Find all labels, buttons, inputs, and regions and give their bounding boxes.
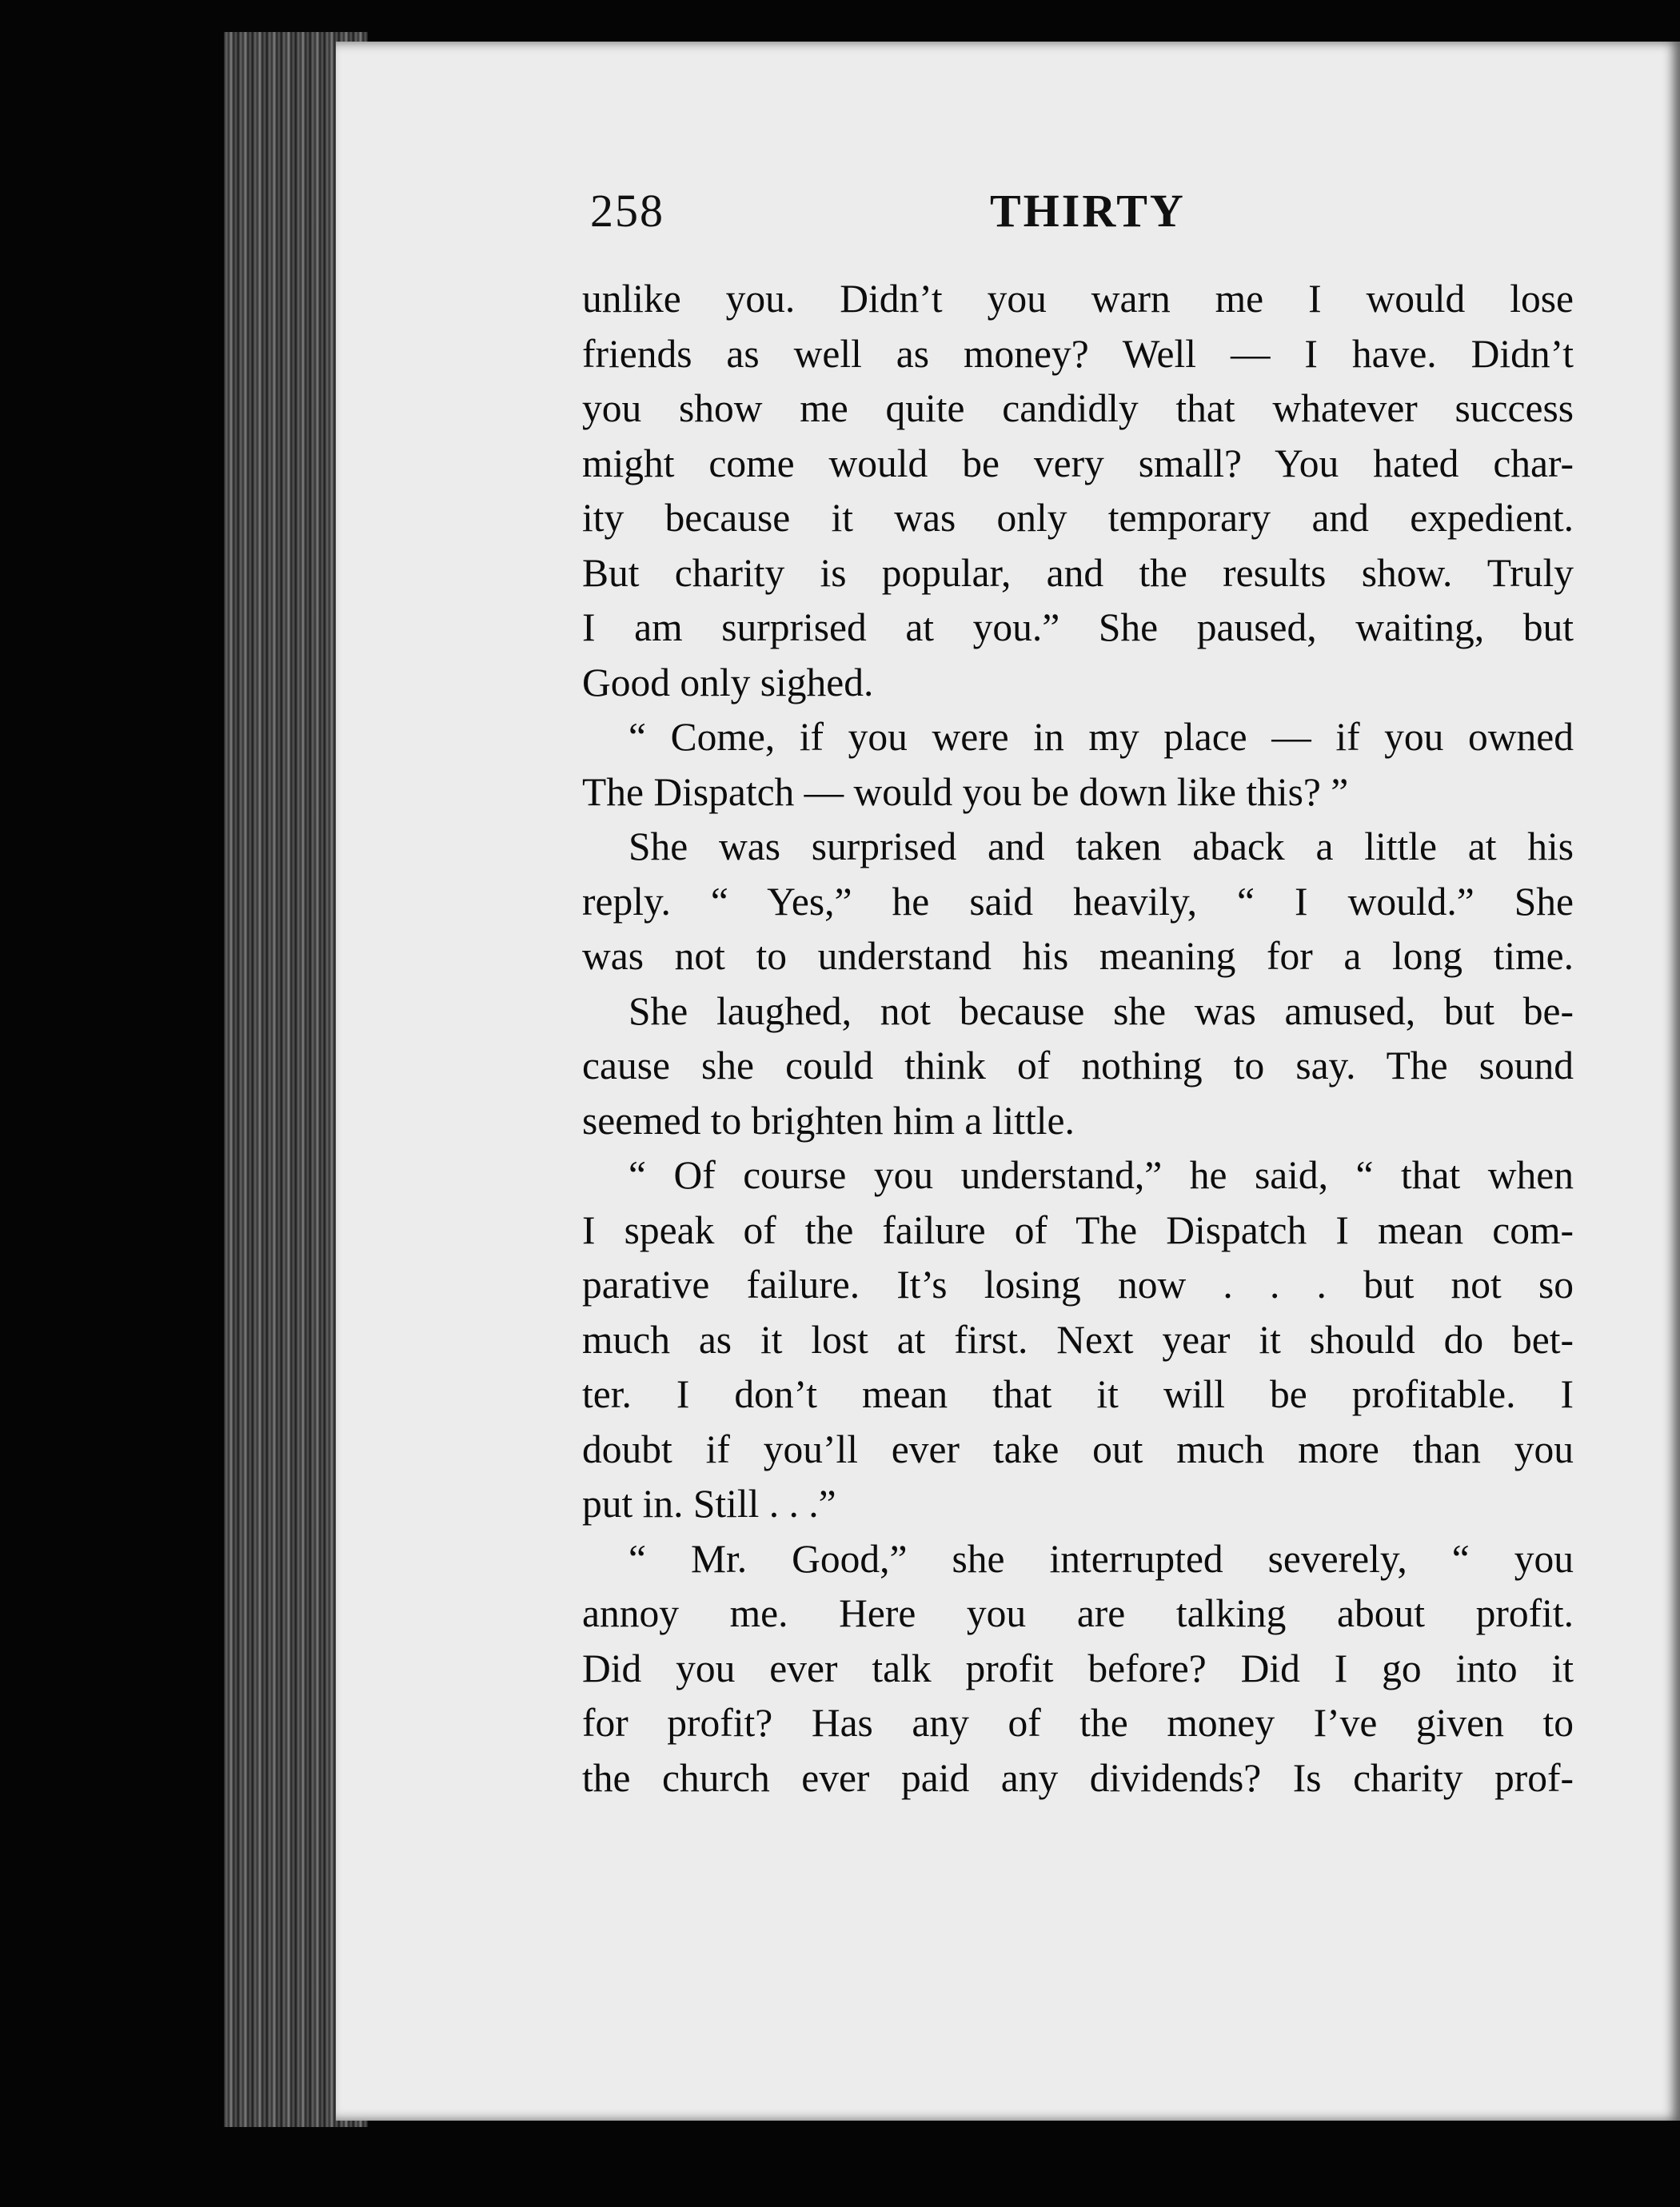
- text-line: cause she could think of nothing to say. The sound: [582, 1044, 1574, 1088]
- text-line: the church ever paid any dividends? Is charity prof-: [582, 1755, 1574, 1800]
- text-line: She was surprised and taken aback a little at his: [629, 824, 1574, 868]
- text-line: ity because it was only temporary and expedient.: [582, 496, 1574, 540]
- text-line: put in. Still . . .”: [582, 1482, 836, 1526]
- text-line: “ Of course you understand,” he said, “ that when: [629, 1153, 1574, 1197]
- text-line: “ Come, if you were in my place — if you owned: [629, 715, 1574, 759]
- text-line: She laughed, not because she was amused, but be-: [629, 988, 1574, 1033]
- text-line: unlike you. Didn’t you warn me I would lose: [582, 277, 1574, 321]
- running-head: [590, 184, 1566, 248]
- text-line: I am surprised at you.” She paused, waiting, but: [582, 605, 1574, 649]
- text-line: for profit? Has any of the money I’ve given to: [582, 1701, 1574, 1745]
- text-line: doubt if you’ll ever take out much more than you: [582, 1427, 1574, 1471]
- text-line: parative failure. It’s losing now . . . but not so: [582, 1263, 1574, 1307]
- text-line: I speak of the failure of The Dispatch I mean com-: [582, 1207, 1574, 1252]
- text-line: “ Mr. Good,” she interrupted severely, “ you: [629, 1536, 1574, 1581]
- text-line: Good only sighed.: [582, 660, 874, 704]
- book-title: THIRTY: [990, 185, 1186, 237]
- body-text: [582, 272, 1574, 1806]
- text-line: Did you ever talk profit before? Did I go into it: [582, 1646, 1574, 1690]
- text-line: much as it lost at first. Next year it should do bet-: [582, 1317, 1574, 1362]
- text-line: you show me quite candidly that whatever success: [582, 386, 1574, 430]
- text-line: might come would be very small? You hated char-: [582, 441, 1574, 485]
- text-line: friends as well as money? Well — I have. Didn’t: [582, 331, 1574, 376]
- text-line: reply. “ Yes,” he said heavily, “ I would.” She: [582, 879, 1574, 924]
- text-line: The Dispatch — would you be down like this? ”: [582, 769, 1349, 814]
- text-line: annoy me. Here you are talking about profit.: [582, 1591, 1574, 1635]
- text-line: seemed to brighten him a little.: [582, 1098, 1075, 1143]
- text-line: ter. I don’t mean that it will be profitable. I: [582, 1372, 1574, 1416]
- text-line: But charity is popular, and the results show. Truly: [582, 550, 1574, 595]
- text-line: was not to understand his meaning for a long time.: [582, 934, 1574, 978]
- page-number: 258: [590, 185, 664, 237]
